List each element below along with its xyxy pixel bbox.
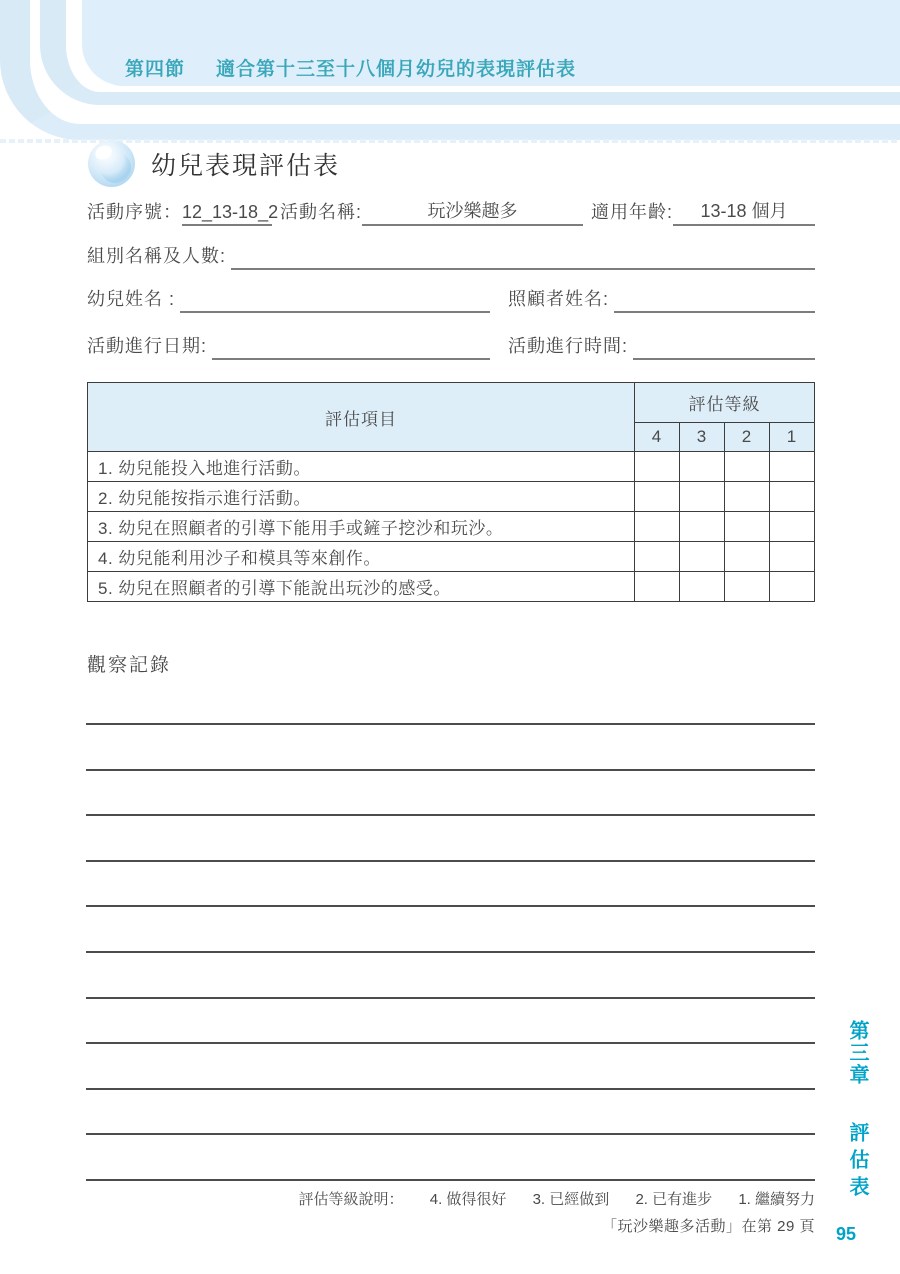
observation-line (86, 905, 815, 907)
grade-cell (725, 482, 770, 512)
grade-cell (770, 572, 815, 602)
observation-line (86, 1088, 815, 1090)
activity-number-label: 活動序號： (87, 202, 182, 222)
page-title: 幼兒表現評估表 (151, 151, 341, 180)
section-title: 適合第十三至十八個月幼兒的表現評估表 (216, 59, 577, 80)
grade-cell (725, 572, 770, 602)
grade-cell (680, 452, 725, 482)
observation-label: 觀察記錄 (87, 655, 172, 676)
legend-item: 2. 已有進步 (635, 1191, 713, 1208)
legend-label: 評估等級說明： (298, 1191, 404, 1208)
grade-cell (635, 542, 680, 572)
chapter-tab (845, 1020, 869, 1203)
chapter-label: 第三章 (846, 1020, 868, 1086)
table-row (88, 452, 815, 482)
grade-cell (680, 542, 725, 572)
child-name-label: 幼兒姓名 : (87, 289, 176, 309)
grade-cell (725, 512, 770, 542)
carer-name-value (614, 310, 815, 313)
assessment-table (87, 382, 815, 602)
form-row-activity (87, 198, 815, 226)
child-name-value (180, 310, 490, 313)
grade-cell (770, 452, 815, 482)
observation-line (86, 1179, 815, 1181)
grade-cell (680, 482, 725, 512)
form-row-datetime (87, 332, 815, 360)
grade-cell (635, 482, 680, 512)
legend-item: 3. 已經做到 (532, 1191, 610, 1208)
chapter-section-label: 評估表 (846, 1122, 868, 1203)
grade-legend (87, 1188, 815, 1209)
section-number: 第四節 (125, 59, 186, 80)
grade-cell (725, 452, 770, 482)
item-text: 3. 幼兒在照顧者的引導下能用手或鏟子挖沙和玩沙。 (88, 512, 635, 542)
observation-line (86, 951, 815, 953)
time-value (633, 357, 815, 360)
grade-cell (635, 452, 680, 482)
activity-number-value: 12_13-18_2 (182, 202, 272, 226)
form-row-names (87, 285, 815, 313)
carer-name-label: 照顧者姓名: (508, 289, 610, 309)
item-text: 4. 幼兒能利用沙子和模具等來創作。 (88, 542, 635, 572)
table-row (88, 542, 815, 572)
table-row (88, 512, 815, 542)
observation-line (86, 769, 815, 771)
form-row-group (87, 242, 815, 270)
observation-line (86, 814, 815, 816)
grade-cell (770, 542, 815, 572)
section-header (125, 54, 576, 81)
activity-name-label: 活動名稱: (280, 202, 363, 222)
item-text: 2. 幼兒能按指示進行活動。 (88, 482, 635, 512)
item-text: 5. 幼兒在照顧者的引導下能說出玩沙的感受。 (88, 572, 635, 602)
observation-line (86, 997, 815, 999)
doc-title-row (88, 140, 340, 187)
grade-cell (725, 542, 770, 572)
grade-cell (635, 572, 680, 602)
page-number: 95 (836, 1224, 857, 1244)
grade-2-header: 2 (725, 423, 770, 452)
grade-cell (680, 512, 725, 542)
legend-item: 4. 做得很好 (429, 1191, 507, 1208)
bubble-icon (88, 140, 135, 187)
age-value: 13-18 個月 (673, 197, 815, 226)
table-grade-header: 評估等級 (635, 383, 815, 423)
table-row (88, 572, 815, 602)
table-item-header: 評估項目 (88, 383, 635, 452)
age-label: 適用年齡: (590, 202, 673, 222)
date-label: 活動進行日期: (87, 336, 208, 356)
grade-cell (770, 512, 815, 542)
legend-item: 1. 繼續努力 (738, 1191, 815, 1208)
grade-4-header: 4 (635, 423, 680, 452)
grade-1-header: 1 (770, 423, 815, 452)
reference-note: 「玩沙樂趣多活動」在第 29 頁 (601, 1218, 815, 1235)
table-row (88, 482, 815, 512)
observation-line (86, 860, 815, 862)
item-text: 1. 幼兒能投入地進行活動。 (88, 452, 635, 482)
observation-line (86, 723, 815, 725)
activity-name-value: 玩沙樂趣多 (362, 197, 583, 226)
group-label: 組別名稱及人數: (87, 246, 227, 266)
date-value (212, 357, 490, 360)
group-value (231, 267, 815, 270)
grade-cell (635, 512, 680, 542)
observation-line (86, 1042, 815, 1044)
grade-cell (680, 572, 725, 602)
time-label: 活動進行時間: (508, 336, 629, 356)
grade-cell (770, 482, 815, 512)
observation-line (86, 1133, 815, 1135)
grade-3-header: 3 (680, 423, 725, 452)
